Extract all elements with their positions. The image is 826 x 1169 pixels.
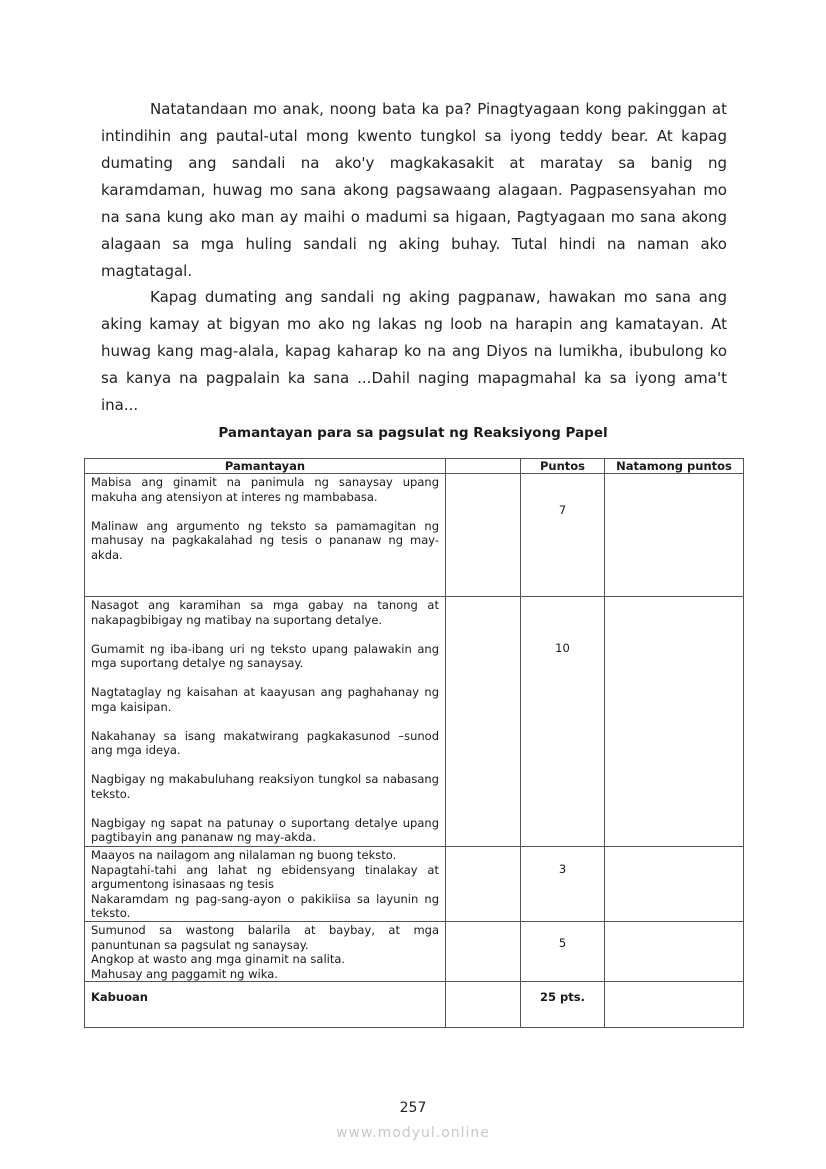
blank-cell: [446, 847, 521, 922]
criteria-text: Napagtahi-tahi ang lahat ng ebidensyang tinalakay at argumentong isinasaas ng tesis: [91, 862, 439, 891]
total-points: 25 pts.: [521, 982, 605, 1028]
rubric-table: [84, 458, 744, 1028]
criteria-text: Nasagot ang karamihan sa mga gabay na tanong at nakapagbibigay ng matibay na suportang detalye.: [91, 598, 439, 627]
points-value: 5: [558, 936, 567, 950]
watermark: www.modyul.online: [336, 1125, 490, 1141]
blank-cell: [446, 982, 521, 1028]
criteria-text: Maayos na nailagom ang nilalaman ng buong teksto.: [91, 848, 397, 862]
earned-points-cell: [605, 922, 744, 982]
criteria-text: Nakaramdam ng pag-sang-ayon o pakikiisa sa layunin ng teksto.: [91, 891, 439, 920]
header-criteria: Pamantayan: [85, 459, 446, 474]
criteria-text: Nakahanay sa isang makatwirang pagkakasunod –sunod ang mga ideya.: [91, 728, 439, 757]
criteria-text: Nagbigay ng sapat na patunay o suportang detalye upang pagtibayin ang pananaw ng may-akda.: [91, 815, 439, 844]
header-earned-points: Natamong puntos: [605, 459, 744, 474]
points-cell: [521, 847, 605, 922]
blank-cell: [446, 597, 521, 847]
criteria-text: Nagbigay ng makabuluhang reaksiyon tungkol sa nabasang teksto.: [91, 772, 439, 801]
criteria-text: Sumunod sa wastong balarila at baybay, at mga panuntunan sa pagsulat ng sanaysay.: [91, 923, 439, 952]
points-value: 7: [558, 503, 567, 517]
criteria-cell: [85, 597, 446, 847]
earned-points-cell: [605, 982, 744, 1028]
rubric-header-row: [85, 459, 744, 474]
body-paragraph-2: Kapag dumating ang sandali ng aking pagpanaw, hawakan mo sana ang aking kamay at bigyan mo ako ng lakas ng loob na harapin ang kamatayan. At huwag kang mag-alala, kapag kaharap ko na ang Diyos na lumikha, ibubulong ko sa kanya na pagpalain ka sana ...Dahil naging mapagmahal ka sa iyong ama't ina...: [101, 288, 727, 414]
header-blank: [446, 459, 521, 474]
criteria-cell: [85, 922, 446, 982]
criteria-text: Nagtataglay ng kaisahan at kaayusan ang paghahanay ng mga kaisipan.: [91, 685, 439, 714]
criteria-text: Malinaw ang argumento ng teksto sa pamamagitan ng mahusay na pagkakalahad ng tesis o pananaw ng may-akda.: [91, 518, 439, 562]
rubric-row: [85, 847, 744, 922]
rubric-title: Pamantayan para sa pagsulat ng Reaksiyong Papel: [218, 425, 608, 441]
criteria-text: Mahusay ang paggamit ng wika.: [91, 966, 278, 981]
blank-cell: [446, 922, 521, 982]
criteria-cell: [85, 474, 446, 597]
earned-points-cell: [605, 847, 744, 922]
points-cell: [521, 474, 605, 597]
points-cell: [521, 922, 605, 982]
points-value: 10: [555, 641, 570, 655]
earned-points-cell: [605, 474, 744, 597]
blank-cell: [446, 474, 521, 597]
total-label: Kabuoan: [85, 982, 446, 1028]
body-paragraph-1: Natatandaan mo anak, noong bata ka pa? Pinagtyagaan kong pakinggan at intindihin ang pautal-utal mong kwento tungkol sa iyong teddy bear. At kapag dumating ang sandali na ako'y magkakasakit at maratay sa banig ng karamdaman, huwag mo sana akong pagsawaang alagaan. Pagpasensyahan mo na sana kung ako man ay maihi o madumi sa higaan, Pagtyagaan mo sana akong alagaan sa mga huling sandali ng aking buhay. Tutal hindi na naman ako magtatagal.: [101, 100, 727, 280]
earned-points-cell: [605, 597, 744, 847]
rubric-row: [85, 474, 744, 597]
rubric-total-row: [85, 982, 744, 1028]
points-cell: [521, 597, 605, 847]
criteria-cell: [85, 847, 446, 922]
rubric-row: [85, 922, 744, 982]
criteria-text: Mabisa ang ginamit na panimula ng sanaysay upang makuha ang atensiyon at interes ng mambabasa.: [91, 475, 439, 504]
criteria-text: Angkop at wasto ang mga ginamit na salita.: [91, 952, 346, 966]
points-value: 3: [558, 862, 567, 876]
page-number: 257: [399, 1100, 427, 1116]
rubric-row: [85, 597, 744, 847]
criteria-text: Gumamit ng iba-ibang uri ng teksto upang palawakin ang mga suportang detalye ng sanaysay.: [91, 641, 439, 670]
header-points: Puntos: [521, 459, 605, 474]
